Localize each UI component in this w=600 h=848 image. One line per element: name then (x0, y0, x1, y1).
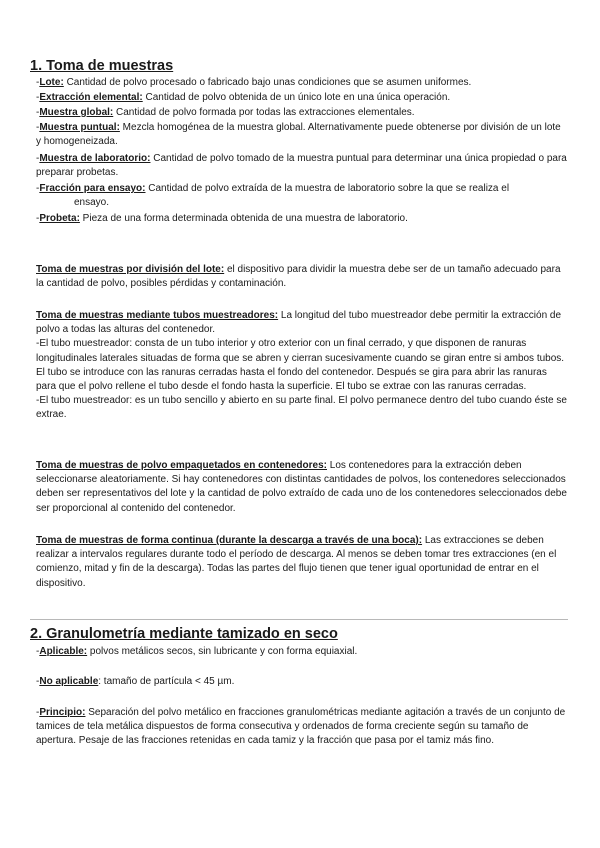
definition-extraccion-elemental: -Extracción elemental: Cantidad de polvo obtenida de un único lote en una única operación. (36, 92, 451, 103)
definition-probeta: -Probeta: Pieza de una forma determinada obtenida de una muestra de laboratorio. (36, 213, 408, 224)
definition-muestra-global: -Muestra global: Cantidad de polvo formada por todas las extracciones elementales. (36, 107, 415, 118)
section-2-title: 2. Granulometría mediante tamizado en seco (30, 626, 338, 642)
item-principio: -Principio: Separación del polvo metálico en fracciones granulométricas mediante agitación a través de un conjunto de tamices de tela metálica dispuestos de forma consecutiva y ordenados de forma creciente según su tamaño de apertura. Pesaje de las fracciones retenidas en cada tamiz y la fracción que pasa por el tamiz más fino. (36, 707, 566, 747)
definition-lote: -Lote: Cantidad de polvo procesado o fabricado bajo unas condiciones que se asumen uniformes. (36, 77, 472, 88)
method-tubos-muestreadores: Toma de muestras mediante tubos muestreadores: La longitud del tubo muestreador debe permitir la extracción de polvo a todas las alturas del contenedor. -El tubo muestreador: consta de un tubo interior y otro exterior con un final cerrado, y que disponen de ranuras longitudinales laterales situadas de forma que se abren y cierran sucesivamente cuando se giran entre si ambos tubos. El tubo se introduce con las ranuras cerradas hasta el fondo del contenedor. Después se gira para abrir las ranuras para que el polvo rellene el tubo desde el fondo hasta la superficie. El tubo se extrae con las ranuras cerradas. -El tubo muestreador: es un tubo sencillo y abierto en su parte final. El polvo permanece dentro del tubo cuando éste se extrae. (36, 310, 567, 421)
definition-muestra-laboratorio: -Muestra de laboratorio: Cantidad de polvo tomado de la muestra puntual para determinar una única propiedad o para preparar probetas. (36, 153, 567, 179)
item-no-aplicable: -No aplicable: tamaño de partícula < 45 µm. (36, 676, 235, 687)
definition-muestra-puntual: -Muestra puntual: Mezcla homogénea de la muestra global. Alternativamente puede obtenerse por división de un lote y homogeneizada. (36, 122, 561, 148)
item-aplicable: -Aplicable: polvos metálicos secos, sin lubricante y con forma equiaxial. (36, 646, 358, 657)
method-division-lote: Toma de muestras por división del lote: el dispositivo para dividir la muestra debe ser de un tamaño adecuado para la cantidad de polvo, posibles pérdidas y contaminación. (36, 264, 561, 290)
definition-fraccion-ensayo: -Fracción para ensayo: Cantidad de polvo extraída de la muestra de laboratorio sobre la que se realiza el ensayo. (36, 183, 510, 209)
section-divider (30, 619, 568, 620)
section-1-title: 1. Toma de muestras (30, 58, 174, 74)
method-contenedores: Toma de muestras de polvo empaquetados en contenedores: Los contenedores para la extracción deben seleccionarse aleatoriamente. Si hay contenedores con distintas cantidades de polvos, los contenedores seleccionados deben ser representativos del lote y la cantidad de polvo extraído de cada uno de los contenedores seleccionados debe ser proporcional al contenido del contenedor. (36, 460, 567, 514)
method-forma-continua: Toma de muestras de forma continua (durante la descarga a través de una boca): Las extracciones se deben realizar a intervalos regulares durante todo el período de descarga. Al menos se deben tomar tres extracciones (en el comienzo, mitad y fin de la descarga). Todas las partes del flujo tienen que tener igual oportunidad de entrar en el dispositivo. (36, 535, 557, 589)
